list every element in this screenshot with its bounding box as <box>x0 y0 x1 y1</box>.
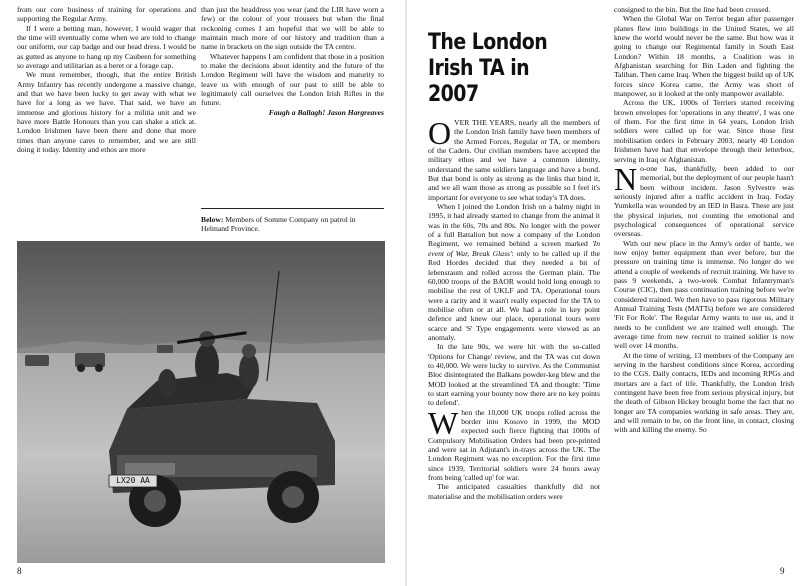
paragraph: At the time of writing, 13 members of the Company are serving in the harshest conditions since Korea, according to the CGS. Daily contacts, IEDs and incoming RPGs and mortars are a fact of life. Thankfully, the London Irish contingent have been free from serious physical injury, but the death of Gibson Hickey brought home the fact that no longer are TA companies working in safe areas. They are, and will remain to be, on the front line, in contact, closing with and killing the enemy. So <box>614 350 794 435</box>
article-headline: The London Irish TA in 2007 <box>428 30 548 107</box>
drop-cap: W <box>428 404 459 441</box>
photo-caption <box>201 215 384 234</box>
vehicle-number-plate: LX20 AA <box>116 476 150 485</box>
caption-label: Below: <box>201 215 224 224</box>
caption-divider <box>201 208 384 209</box>
paragraph: consigned to the bin. But the line had been crossed. <box>614 5 771 14</box>
paragraph-text: o-one has, thankfully, been added to our memorial, but the deployment of our people hasn't been without incident. Jason Sylvestre was seriously injured after a traffic accident in Iraq. Foday Yumkella was wounded by an IED in Basra. These are just the physical injuries, not counting the emotional and psychological consequences of operational service overseas. <box>614 163 794 239</box>
drop-cap: O <box>428 115 452 151</box>
patrol-vehicles-illustration <box>17 241 385 563</box>
lead-text: VER THE YEARS, nearly all the members of the London Irish family have been members of the Armed Forces, Regular or TA, or members of the Cadets. Our civilian members have accepted the military ethos and we have a common identity, understand the same soldiers language and have a bond. But that bond is only as strong as the links that bind it, and we all want those as strong as possible so I feel it's important for everyone to see what today's TA does. <box>428 118 600 202</box>
left-column-1 <box>17 5 196 155</box>
paragraph-text: When I joined the London Irish on a balmy night in 1995, it had already started to change from the animal it was in the 60s, 70s and 80s. No longer with the power of a full Battalion but now a company of the London Regiment, we remained behind a screen marked <box>428 202 600 249</box>
paragraph-text: hen the 10,000 UK troops rolled across the border into Kosovo in 1999, the MOD expected such fierce fighting that 1000s of Compulsory Mobilisation Orders had been pre-printed and were sat in Adjutant's in-trays across the UK. The London Regiment was no exception. For the first time since 1939, Territorial soldiers were 24 hours away from being 'called up' for war. <box>428 407 600 483</box>
paragraph: Whatever happens I am confident that those in a position to make the decisions about identity and the future of the London Regiment will have the wisdom and maturity to leave us with enough of our past to still be able to legitimately call ourselves the London Irish Rifles in the future. <box>201 51 384 108</box>
paragraph-emphasis: 'In event of War, Break Glass' <box>428 239 600 258</box>
page-number-right: 9 <box>780 566 785 576</box>
right-column-1 <box>428 115 600 501</box>
paragraph: from our core business of training for operations and supporting the Regular Army. <box>17 5 196 24</box>
caption-text: Members of Somme Company on patrol in Helmand Province. <box>201 215 356 234</box>
paragraph: If I were a betting man, however, I would wager that the time will eventually come when we are told to change our uniform, our cap badge and our head dress. I would be as gutted as anyone to hang up my Caubeen for something so average and utilitarian as a beret or a forage cap. <box>17 23 196 71</box>
paragraph <box>428 404 600 483</box>
right-column-2 <box>614 5 794 435</box>
paragraph: than just the headdress you wear (and the LIR have worn a few) or the colour of your trousers but when the final reckoning comes I am hopeful that we will be able to maintain much more of our history and tradition than a name in brackets on the sign outside the TA centre. <box>201 5 384 52</box>
paragraph <box>614 160 794 239</box>
paragraph: We must remember, though, that the entire British Army Infantry has recently undergone a massive change, and that we have been lucky to get away with what we have for a long as we have. That said, we have an immense and glorious history for a militia unit and we have more Battle Honours than you can shake a stick at. London Irishmen have been there and done that more times than anyone cares to remember, and we are still doing it today. Identity and ethos are more <box>17 70 196 155</box>
paragraph: The anticipated casualties thankfully did not materialise and the mobilisation orders were <box>428 482 600 501</box>
lead-paragraph <box>428 115 600 202</box>
patrol-photo <box>17 241 385 563</box>
paragraph: With our new place in the Army's order of battle, we now enjoy better equipment than ever before, but the pressure on training time is immense. No longer do we attend a couple of weekends of recruit training. We have to pass 9 weekends, a two-week Combat Infantryman's Course (CIC), then pass continuation training before we're considered trained. We then have to pass rigorous Military Annual Training Tests (MATTs) before we are considered 'Fit For Role'. The Regular Army wants to use us, and it needs to be confident we are trained well enough. The average time from new recruit to trained soldier is now well over 14 months. <box>614 238 794 351</box>
paragraph <box>428 202 600 342</box>
paragraph-text: : only to be called up if the Red Hordes decided that they needed a bit of lebensraum and rolled across the German plain. The 60,000 troops of the BAOR would hold long enough to mobilise the rest of UKLF and TA. Operational tours were a rarity and it wasn't really expected for the TA to mobilise often or at all. We had a role in key point defence and knew our place, operational tours were scarce and 'S' Type engagements were viewed as an anomaly. <box>428 248 600 342</box>
paragraph: In the late 90s, we were hit with the so-called 'Options for Change' review, and the TA was cut down to 40,000. We were lucky to survive. As the Communist Bloc disintegrated the Balkans powder-keg blew and the MOD looked at the streamlined TA and thought: 'Time to start earning your bounty now there are no key points to defend'. <box>428 342 600 408</box>
paragraph: When the Global War on Terror began after passenger planes flew into buildings in the United States, we all knew the world would never be the same. But how was it going to change our Regimental family in South East London? Within 18 months, a Coalition was in Afghanistan searching for Bin Laden and fighting the Taliban. Then came Iraq. When the biggest build up of UK forces since Korea came, the Army was short of manpower, so it looked at the only manpower available. <box>614 14 794 99</box>
page-gutter <box>405 0 407 586</box>
drop-cap: N <box>614 160 638 197</box>
page-number-left: 8 <box>17 566 22 576</box>
author-signature: Faugh a Ballagh! Jason Hargreaves <box>268 107 384 117</box>
left-column-2 <box>201 5 384 117</box>
paragraph: Across the UK, 1000s of Terriers started receiving brown envelopes for 'operations in any theatre', I was one of them. For the first time in 64 years, London Irish soldiers were called up for war. Since those first mobilisation orders in February 2003, nearly 40 London Irishmen have had that envelope through their letterbox, serving in Iraq or Afghanistan. <box>614 98 794 164</box>
